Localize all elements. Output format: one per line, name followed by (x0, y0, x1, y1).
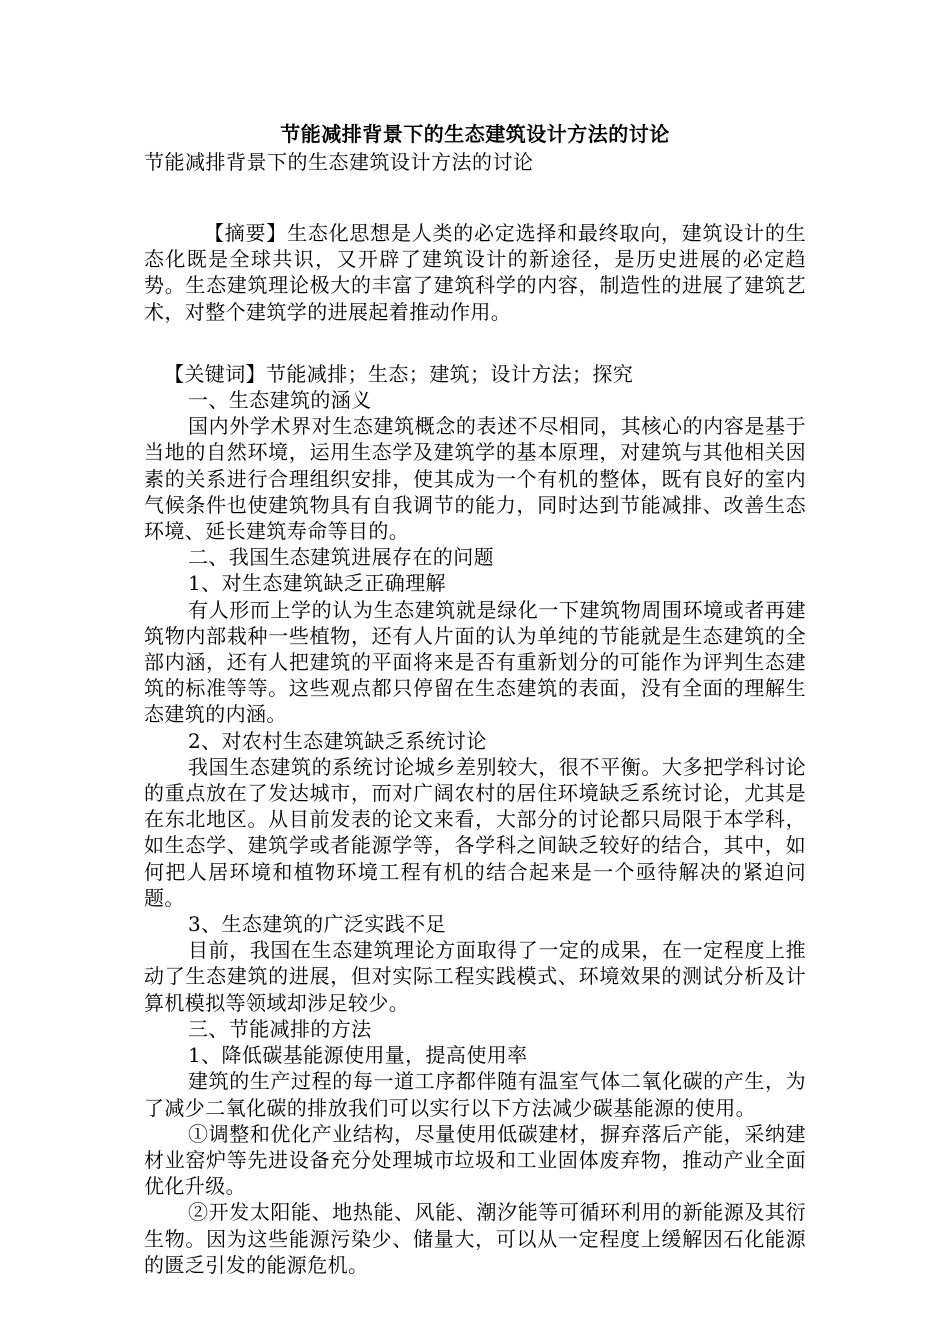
document-page (144, 120, 806, 1278)
keywords-line: 【关键词】节能减排；生态；建筑；设计方法；探究 (164, 361, 634, 386)
list-item-paragraph: ①调整和优化产业结构，尽量使用低碳建材，摒弃落后产能，采纳建材业窑炉等先进设备充分处理城市垃圾和工业固体废弃物，推动产业全面优化升级。 (144, 1121, 806, 1199)
body-paragraph: 国内外学术界对生态建筑概念的表述不尽相同，其核心的内容是基于当地的自然环境，运用生态学及建筑学的基本原理，对建筑与其他相关因素的关系进行合理组织安排，使其成为一个有机的整体，既有良好的室内气候条件也使建筑物具有自我调节的能力，同时达到节能减排、改善生态环境、延长建筑寿命等目的。 (144, 414, 806, 544)
subsection-heading: 1、对生态建筑缺乏正确理解 (188, 571, 446, 596)
document-title: 节能减排背景下的生态建筑设计方法的讨论 (280, 122, 670, 146)
subsection-heading: 2、对农村生态建筑缺乏系统讨论 (188, 728, 487, 753)
section-heading: 三、节能减排的方法 (188, 1016, 372, 1041)
subsection-heading: 1、降低碳基能源使用量，提高使用率 (188, 1043, 528, 1068)
body-paragraph: 目前，我国在生态建筑理论方面取得了一定的成果，在一定程度上推动了生态建筑的进展，但对实际工程实践模式、环境效果的测试分析及计算机模拟等领域却涉足较少。 (144, 938, 806, 1015)
body-paragraph: 有人形而上学的认为生态建筑就是绿化一下建筑物周围环境或者再建筑物内部栽种一些植物，还有人片面的认为单纯的节能就是生态建筑的全部内涵，还有人把建筑的平面将来是否有重新划分的可能作为评判生态建筑的标准等等。这些观点都只停留在生态建筑的表面，没有全面的理解生态建筑的内涵。 (144, 597, 806, 727)
section-heading: 一、生态建筑的涵义 (188, 388, 372, 413)
abstract-paragraph: 【摘要】生态化思想是人类的必定选择和最终取向，建筑设计的生态化既是全球共识，又开辟了建筑设计的新途径，是历史进展的必定趋势。生态建筑理论极大的丰富了建筑科学的内容，制造性的进展了建筑艺术，对整个建筑学的进展起着推动作用。 (144, 221, 806, 324)
subsection-heading: 3、生态建筑的广泛实践不足 (188, 912, 446, 937)
body-paragraph: 建筑的生产过程的每一道工序都伴随有温室气体二氧化碳的产生，为了减少二氧化碳的排放我们可以实行以下方法减少碳基能源的使用。 (144, 1069, 806, 1120)
body-paragraph: 我国生态建筑的系统讨论城乡差别较大，很不平衡。大多把学科讨论的重点放在了发达城市，而对广阔农村的居住环境缺乏系统讨论，尤其是在东北地区。从目前发表的论文来看，大部分的讨论都只局限于本学科，如生态学、建筑学或者能源学等，各学科之间缺乏较好的结合，其中，如何把人居环境和植物环境工程有机的结合起来是一个亟待解决的紧迫问题。 (144, 754, 806, 910)
section-heading: 二、我国生态建筑进展存在的问题 (188, 545, 494, 570)
document-subtitle: 节能减排背景下的生态建筑设计方法的讨论 (144, 150, 534, 174)
list-item-paragraph: ②开发太阳能、地热能、风能、潮汐能等可循环利用的新能源及其衍生物。因为这些能源污染少、储量大，可以从一定程度上缓解因石化能源的匮乏引发的能源危机。 (144, 1200, 806, 1277)
